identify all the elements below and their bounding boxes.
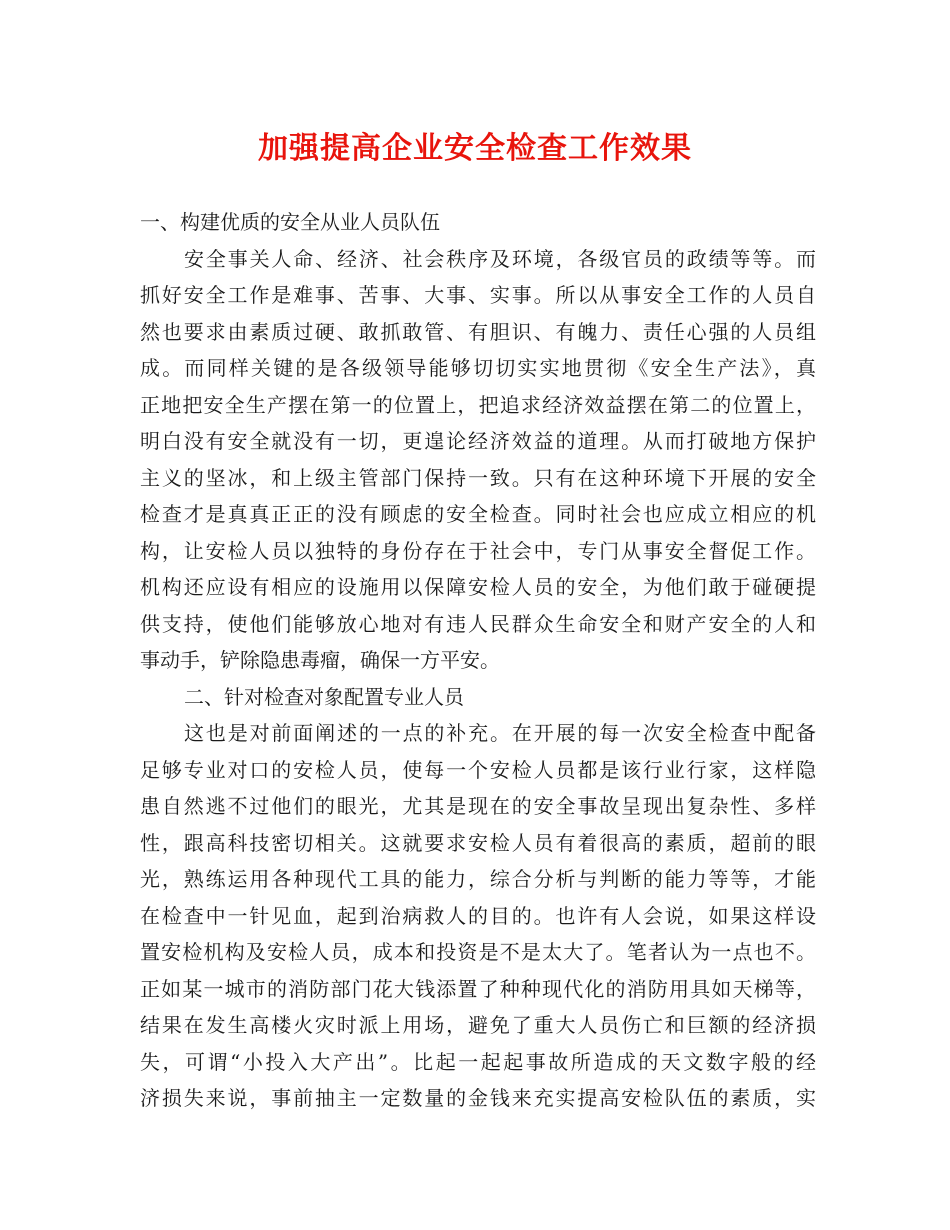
paragraph-line: 构，让安检人员以独特的身份存在于社会中，专门从事安全督促工作。 <box>140 538 816 563</box>
paragraph-line: 失，可谓“小投入大产出”。比起一起起事故所造成的天文数字般的经 <box>140 1049 816 1074</box>
document-body <box>140 204 816 1117</box>
paragraph-line: 置安检机构及安检人员，成本和投资是不是太大了。笔者认为一点也不。 <box>140 940 816 964</box>
paragraph-line: 事动手，铲除隐患毒瘤，确保一方平安。 <box>140 648 500 672</box>
document-title: 加强提高企业安全检查工作效果 <box>258 131 692 166</box>
paragraph-line: 患自然逃不过他们的眼光，尤其是现在的安全事故呈现出复杂性、多样 <box>140 794 816 818</box>
paragraph-line: 供支持，使他们能够放心地对有违人民群众生命安全和财产安全的人和 <box>140 611 816 636</box>
paragraph-line: 济损失来说，事前抽主一定数量的金钱来充实提高安检队伍的素质，实 <box>140 1086 816 1110</box>
paragraph-line: 这也是对前面阐述的一点的补充。在开展的每一次安全检查中配备 <box>184 721 816 745</box>
paragraph-line: 机构还应设有相应的设施用以保障安检人员的安全，为他们敢于碰硬提 <box>140 575 816 599</box>
paragraph-line: 抓好安全工作是难事、苦事、大事、实事。所以从事安全工作的人员自 <box>140 283 816 307</box>
paragraph-line: 性，跟高科技密切相关。这就要求安检人员有着很高的素质，超前的眼 <box>140 830 816 855</box>
paragraph-line: 成。而同样关键的是各级领导能够切切实实地贯彻《安全生产法》，真 <box>140 356 816 380</box>
paragraph-line: 正地把安全生产摆在第一的位置上，把追求经济效益摆在第二的位置上， <box>140 392 816 417</box>
paragraph-line: 安全事关人命、经济、社会秩序及环境，各级官员的政绩等等。而 <box>184 246 816 271</box>
section-heading: 二、针对检查对象配置专业人员 <box>184 684 464 709</box>
paragraph-line: 在检查中一针见血，起到治病救人的目的。也许有人会说，如果这样设 <box>140 903 816 928</box>
paragraph-line: 正如某一城市的消防部门花大钱添置了种种现代化的消防用具如天梯等， <box>140 976 816 1001</box>
paragraph-line: 结果在发生高楼火灾时派上用场，避免了重大人员伤亡和巨额的经济损 <box>140 1013 816 1037</box>
paragraph-line: 足够专业对口的安检人员，使每一个安检人员都是该行业行家，这样隐 <box>140 757 816 782</box>
paragraph-line: 检查才是真真正正的没有顾虑的安全检查。同时社会也应成立相应的机 <box>140 502 816 526</box>
paragraph-line: 明白没有安全就没有一切，更遑论经济效益的道理。从而打破地方保护 <box>140 429 816 453</box>
paragraph-line: 然也要求由素质过硬、敢抓敢管、有胆识、有魄力、责任心强的人员组 <box>140 319 816 344</box>
paragraph-line: 光，熟练运用各种现代工具的能力，综合分析与判断的能力等等，才能 <box>140 867 816 891</box>
paragraph-line: 主义的坚冰，和上级主管部门保持一致。只有在这种环境下开展的安全 <box>140 465 816 490</box>
section-heading: 一、构建优质的安全从业人员队伍 <box>140 210 440 234</box>
